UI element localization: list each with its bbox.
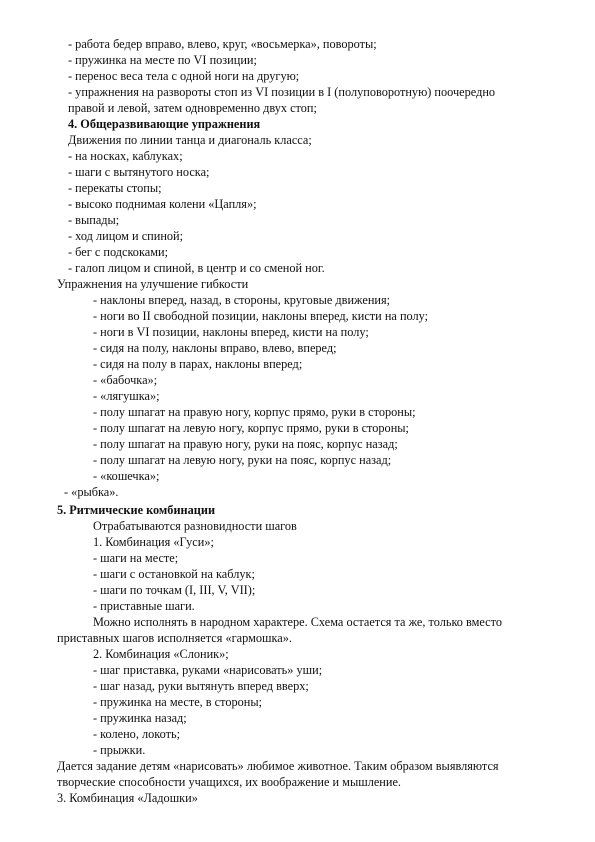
list-item: - пружинка на месте по VI позиции; xyxy=(68,53,257,67)
list-item: - приставные шаги. xyxy=(93,599,195,613)
list-item: - шаги по точкам (I, III, V, VII); xyxy=(93,583,256,597)
list-item: - полу шпагат на правую ногу, корпус прямо, руки в стороны; xyxy=(93,405,416,419)
list-item: - пружинка назад; xyxy=(93,711,187,725)
paragraph-line: Упражнения на улучшение гибкости xyxy=(57,277,249,291)
list-item: - колено, локоть; xyxy=(93,727,180,741)
list-item: - галоп лицом и спиной, в центр и со сменой ног. xyxy=(68,261,325,275)
list-item: - выпады; xyxy=(68,213,120,227)
subheading: 1. Комбинация «Гуси»; xyxy=(93,535,214,549)
list-item: - полу шпагат на левую ногу, корпус прямо, руки в стороны; xyxy=(93,421,409,435)
list-item: - «бабочка»; xyxy=(93,373,158,387)
list-item: - ноги во II свободной позиции, наклоны вперед, кисти на полу; xyxy=(93,309,429,323)
list-item: - перенос веса тела с одной ноги на другую; xyxy=(68,69,300,83)
paragraph-line: Отрабатываются разновидности шагов xyxy=(93,519,297,533)
list-item: - ноги в VI позиции, наклоны вперед, кисти на полу; xyxy=(93,325,369,339)
list-item-continuation: правой и левой, затем одновременно двух стоп; xyxy=(68,101,317,115)
list-item: - высоко поднимая колени «Цапля»; xyxy=(68,197,257,211)
section-heading: 4. Общеразвивающие упражнения xyxy=(68,117,261,131)
list-item: - шаг назад, руки вытянуть вперед вверх; xyxy=(93,679,309,693)
list-item: - «рыбка». xyxy=(64,485,119,499)
list-item: - работа бедер вправо, влево, круг, «восьмерка», повороты; xyxy=(68,37,377,51)
list-item: - пружинка на месте, в стороны; xyxy=(93,695,263,709)
list-item: - шаги на месте; xyxy=(93,551,179,565)
list-item: - шаги с вытянутого носка; xyxy=(68,165,210,179)
paragraph-line: приставных шагов исполняется «гармошка». xyxy=(57,631,292,645)
list-item: - сидя на полу в парах, наклоны вперед; xyxy=(93,357,303,371)
list-item: - «кошечка»; xyxy=(93,469,160,483)
list-item: - шаги с остановкой на каблук; xyxy=(93,567,255,581)
list-item: - перекаты стопы; xyxy=(68,181,162,195)
paragraph-line: Дается задание детям «нарисовать» любимое животное. Таким образом выявляются xyxy=(57,759,499,773)
list-item: - упражнения на развороты стоп из VI позиции в I (полуповоротную) поочередно xyxy=(68,85,496,99)
paragraph-line: творческие способности учащихся, их воображение и мышление. xyxy=(57,775,401,789)
subheading: 3. Комбинация «Ладошки» xyxy=(57,791,198,805)
list-item: - ход лицом и спиной; xyxy=(68,229,184,243)
paragraph-line: Можно исполнять в народном характере. Схема остается та же, только вместо xyxy=(93,615,502,629)
list-item: - шаг приставка, руками «нарисовать» уши; xyxy=(93,663,323,677)
list-item: - на носках, каблуках; xyxy=(68,149,183,163)
section-heading: 5. Ритмические комбинации xyxy=(57,503,216,517)
list-item: - сидя на полу, наклоны вправо, влево, вперед; xyxy=(93,341,337,355)
list-item: - бег с подскоками; xyxy=(68,245,168,259)
paragraph-line: Движения по линии танца и диагональ класса; xyxy=(68,133,312,147)
list-item: - полу шпагат на правую ногу, руки на пояс, корпус назад; xyxy=(93,437,398,451)
subheading: 2. Комбинация «Слоник»; xyxy=(93,647,229,661)
list-item: - прыжки. xyxy=(93,743,146,757)
list-item: - наклоны вперед, назад, в стороны, круговые движения; xyxy=(93,293,391,307)
list-item: - полу шпагат на левую ногу, руки на пояс, корпус назад; xyxy=(93,453,392,467)
list-item: - «лягушка»; xyxy=(93,389,160,403)
